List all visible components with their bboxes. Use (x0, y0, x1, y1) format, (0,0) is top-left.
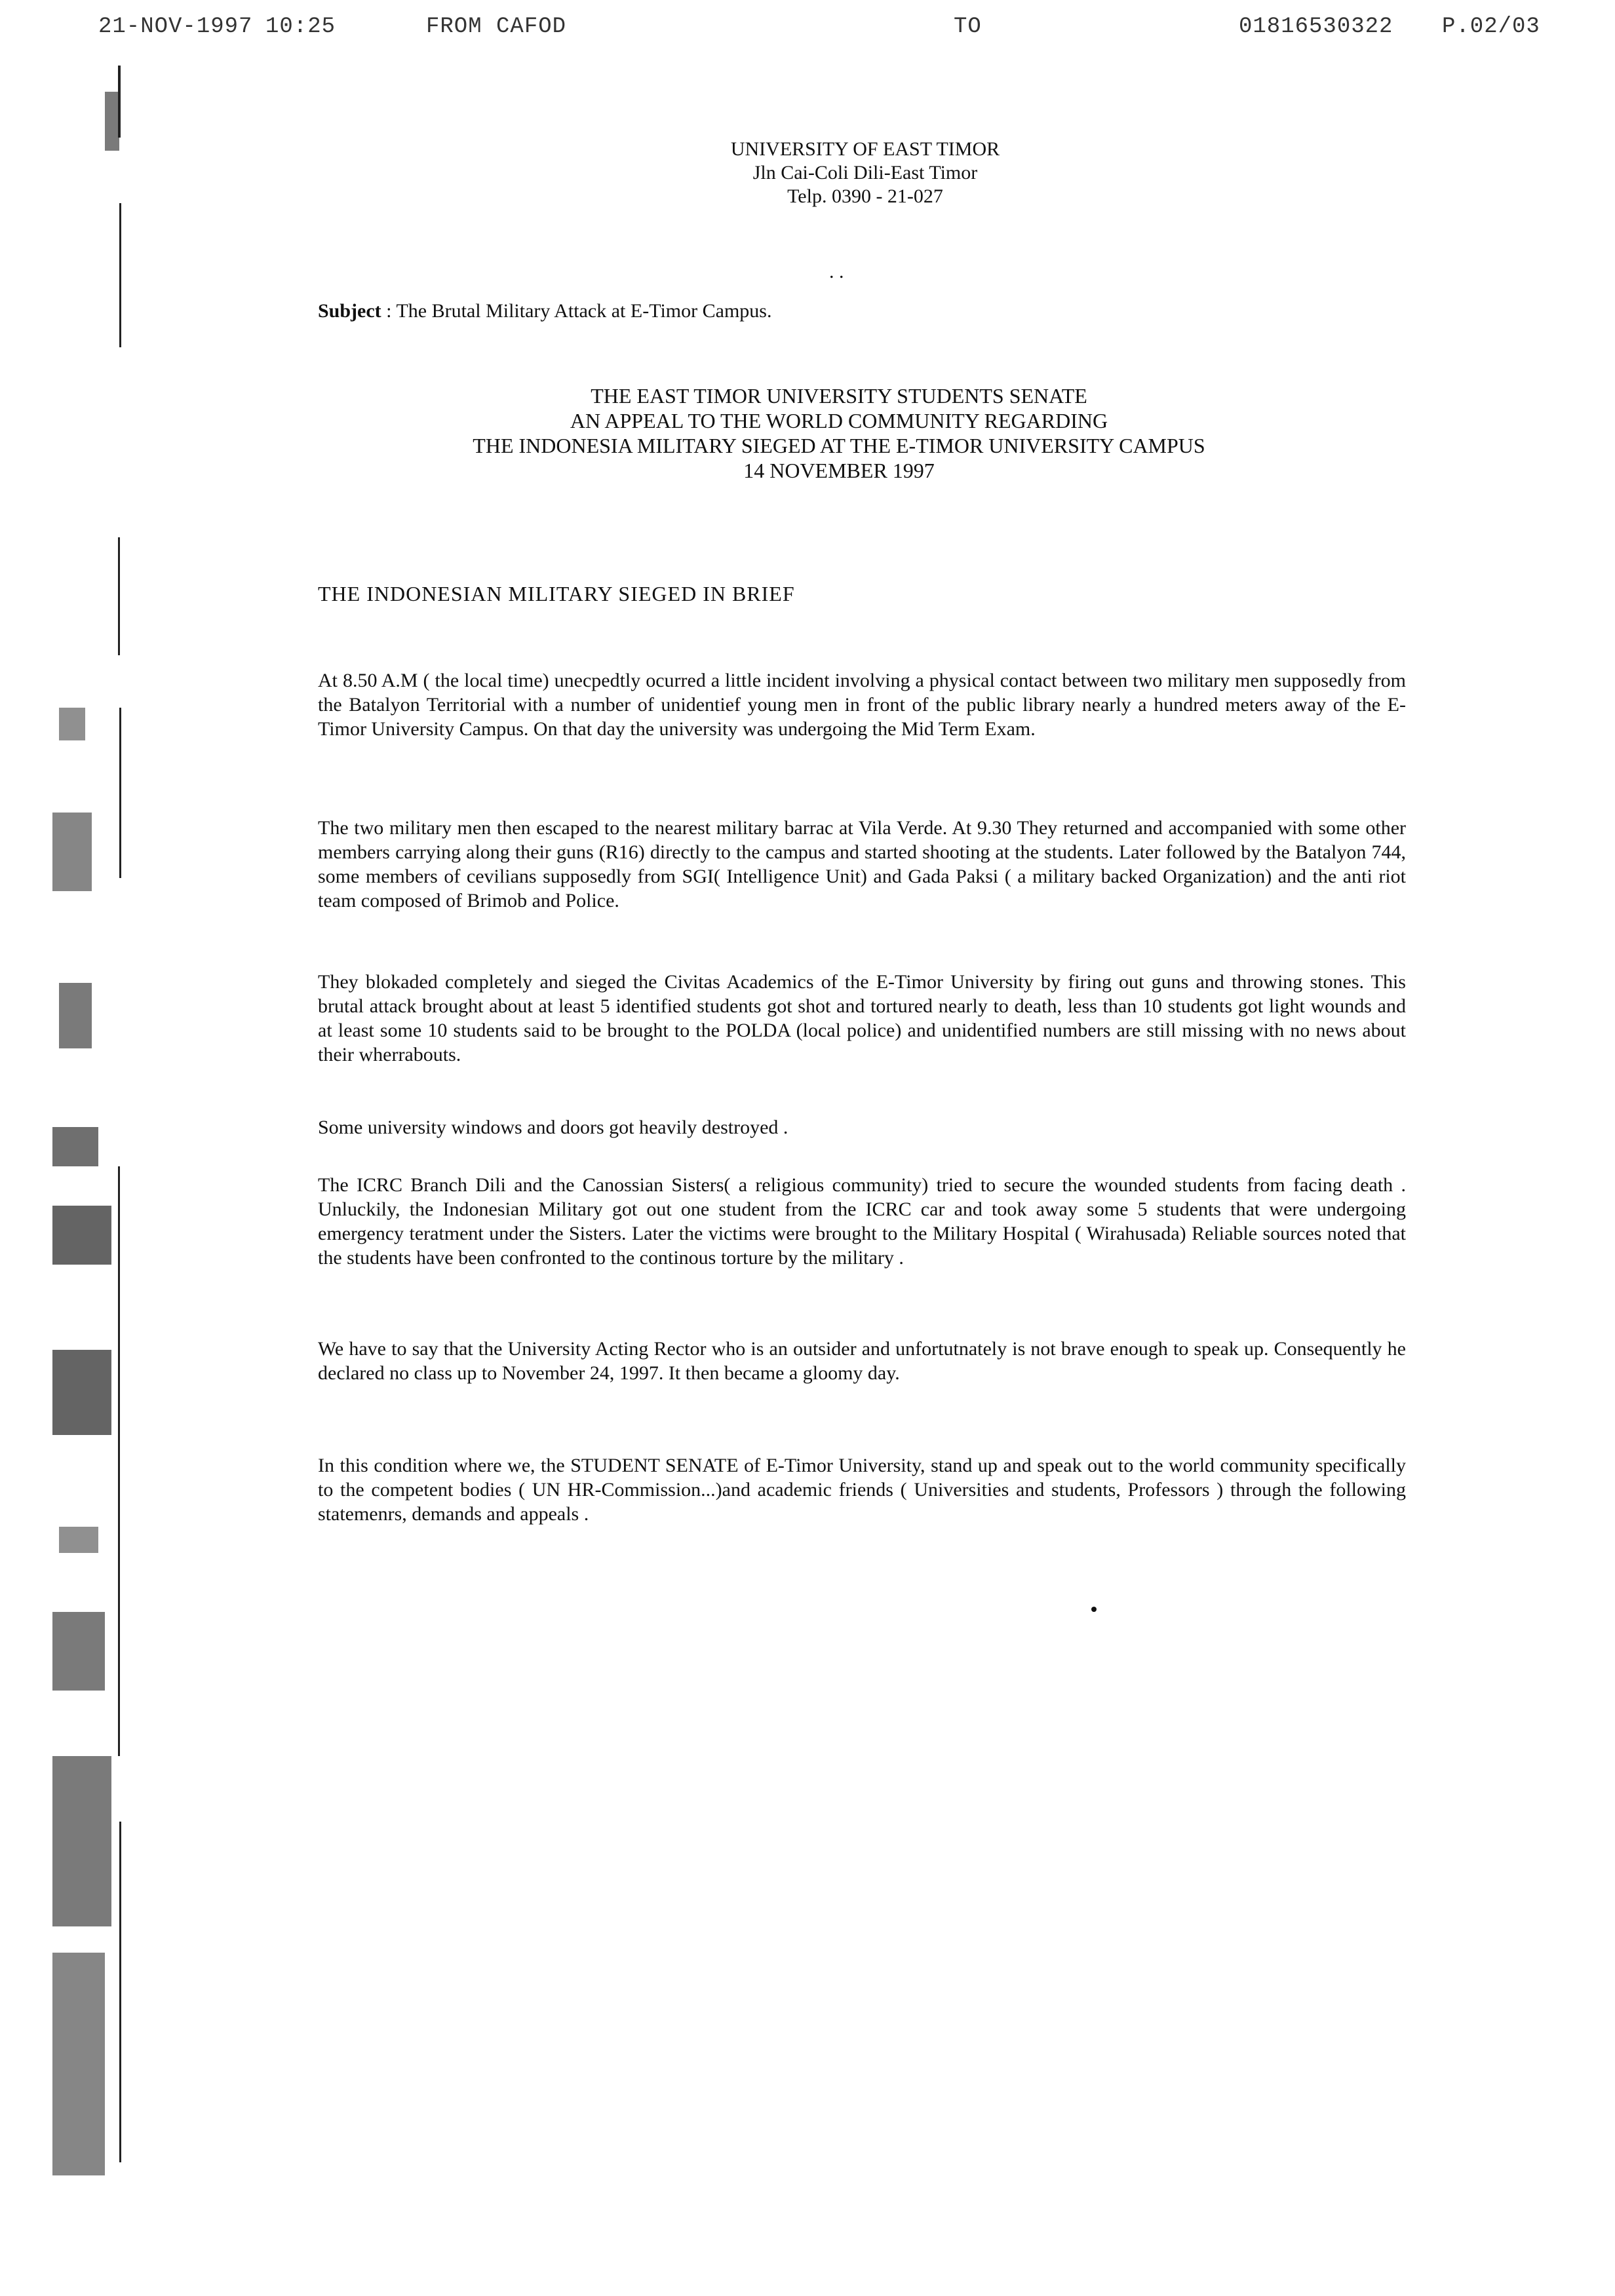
scan-edge-artifact (46, 52, 151, 2175)
subject-label: Subject (318, 300, 381, 322)
appeal-title-line-2: AN APPEAL TO THE WORLD COMMUNITY REGARDING (570, 409, 1108, 432)
fax-transmission-header (98, 14, 1580, 47)
appeal-title-line-3: THE INDONESIA MILITARY SIEGED AT THE E-TIMOR UNIVERSITY CAMPUS (473, 434, 1205, 457)
institution-address: Jln Cai-Coli Dili-East Timor (752, 162, 978, 183)
section-heading: THE INDONESIAN MILITARY SIEGED IN BRIEF (318, 582, 795, 605)
paragraph-siege: They blokaded completely and sieged the Civitas Academics of the E-Timor University by firing out guns and throwing stones. This brutal attack brought about at least 5 identified students got shot and tortured nearly to death, less than 10 students got light wounds and at least some 10 students said to be brought to the POLDA (local police) and unidentified numbers are still missing with no news about their wherrabouts. (318, 971, 1406, 1065)
paragraph-appeal: In this condition where we, the STUDENT SENATE of E-Timor University, stand up and speak out to the world community specifically to the competent bodies ( UN HR-Commission...)and academic friends ( Universities and students, Professors ) through the following statemenrs, demands and appeals . (318, 1455, 1406, 1525)
stray-mark (1091, 1607, 1097, 1612)
institution-telephone: Telp. 0390 - 21-027 (787, 185, 943, 207)
fax-date: 21-NOV-1997 (98, 14, 253, 39)
paragraph-incident: At 8.50 A.M ( the local time) unecpedtly ocurred a little incident involving a physical contact between two military men supposedly from the Batalyon Territorial with a number of unidentief young men in front of the public library nearly a hundred meters away of the E-Timor University Campus. On that day the university was undergoing the Mid Term Exam. (318, 670, 1406, 740)
fax-time: 10:25 (265, 14, 336, 39)
paragraph-rector: We have to say that the University Acting Rector who is an outsider and unfortutnately is not brave enough to speak up. Consequently he declared no class up to November 24, 1997. It then became a gloomy day. (318, 1338, 1406, 1384)
fax-number: 01816530322 (1239, 14, 1393, 39)
fax-page-number: P.02/03 (1442, 14, 1540, 39)
appeal-title-line-1: THE EAST TIMOR UNIVERSITY STUDENTS SENATE (591, 384, 1087, 408)
fax-to: TO (954, 14, 982, 39)
appeal-title-block (367, 383, 1311, 483)
paragraph-icrc: The ICRC Branch Dili and the Canossian Sisters( a religious community) tried to secure the wounded students from facing death . Unluckily, the Indonesian Military got out one student from the ICRC car and took away some 5 students that were undergoing emergency teratment under the Sisters. Later the victims were brought to the Military Hospital ( Wirahusada) Reliable sources noted that the students have been confronted to the continous torture by the military . (318, 1174, 1406, 1269)
paragraph-damage: Some university windows and doors got heavily destroyed . (318, 1117, 788, 1138)
appeal-date: 14 NOVEMBER 1997 (743, 459, 935, 482)
university-letterhead (616, 138, 1114, 208)
subject-line (318, 300, 771, 322)
paragraph-shooting: The two military men then escaped to the nearest military barrac at Vila Verde. At 9.30 They returned and accompanied with some other members carrying along their guns (R16) directly to the campus and started shooting at the students. Later followed by the Batalyon 744, some members of cevilians supposedly from SGI( Intelligence Unit) and Gada Paksi ( a military backed Organization) and the anti riot team composed of Brimob and Police. (318, 817, 1406, 911)
institution-name: UNIVERSITY OF EAST TIMOR (730, 138, 1000, 160)
fax-from: FROM CAFOD (426, 14, 567, 39)
separator-dots: . . (829, 261, 844, 282)
subject-text: : The Brutal Military Attack at E-Timor Campus. (386, 300, 772, 322)
